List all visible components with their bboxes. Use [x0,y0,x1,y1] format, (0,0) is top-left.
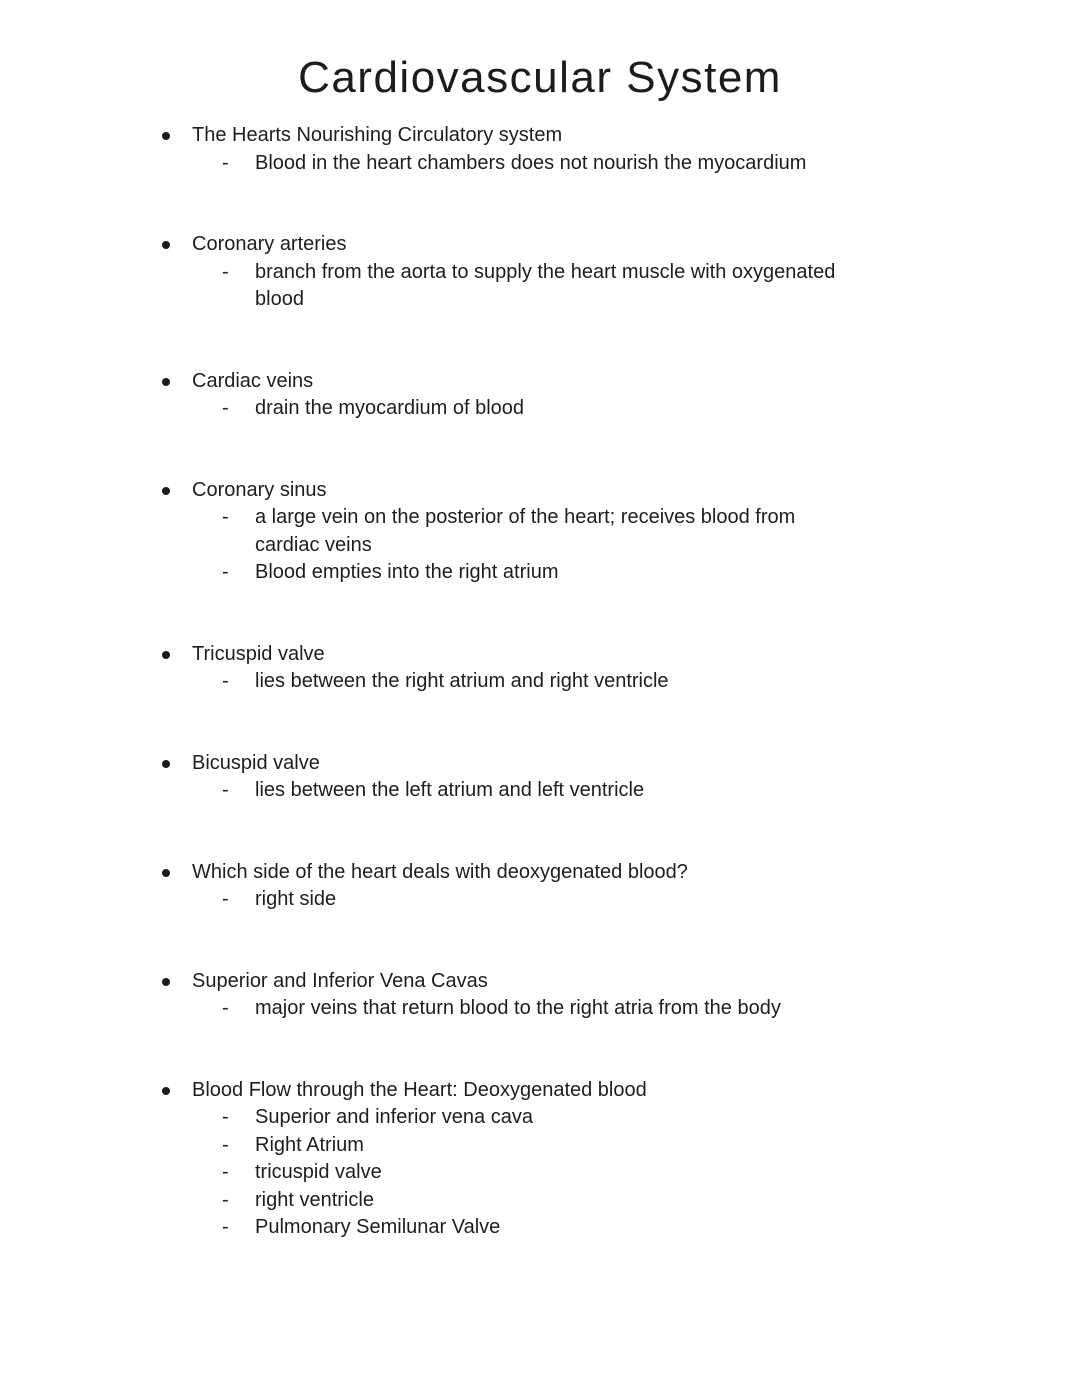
subitem-text: major veins that return blood to the right atria from the body [255,997,781,1020]
bullet-icon [162,487,170,495]
subitem-row [162,259,1080,314]
subitem-text: Pulmonary Semilunar Valve [255,1216,501,1239]
subitem-row [162,504,1080,559]
topic-heading-row [162,968,1080,996]
dash-icon: - [222,1133,229,1156]
dash-icon: - [222,779,229,802]
subitem-row [162,886,1080,914]
topic-heading: Bicuspid valve [192,751,320,774]
topic-section [162,641,1080,696]
subitem-text: Right Atrium [255,1133,364,1156]
dash-icon: - [222,260,229,283]
subitem-text: lies between the left atrium and left ventricle [255,779,645,802]
subitem-text: tricuspid valve [255,1161,382,1184]
topic-heading: Coronary sinus [192,478,327,501]
topic-heading-row [162,1077,1080,1105]
subitem-row [162,150,1080,178]
subitem-text: Superior and inferior vena cava [255,1106,533,1129]
topic-heading-row [162,859,1080,887]
dash-icon: - [222,670,229,693]
topic-section [162,859,1080,914]
subitem-text: drain the myocardium of blood [255,397,525,420]
subitem-text: Blood in the heart chambers does not nourish the myocardium [255,151,807,174]
subitem-text: lies between the right atrium and right ventricle [255,670,669,693]
topic-heading: Superior and Inferior Vena Cavas [192,969,488,992]
subitem-row [162,1132,1080,1160]
topic-heading-row [162,750,1080,778]
topic-heading-row [162,122,1080,150]
dash-icon: - [222,151,229,174]
subitem-row [162,1159,1080,1187]
subitem-row [162,1214,1080,1242]
subitem-row [162,1187,1080,1215]
bullet-icon [162,378,170,386]
bullet-icon [162,651,170,659]
dash-icon: - [222,506,229,529]
dash-icon: - [222,1161,229,1184]
subitem-row [162,395,1080,423]
topic-heading: The Hearts Nourishing Circulatory system [192,124,563,147]
topic-section [162,968,1080,1023]
dash-icon: - [222,1216,229,1239]
topic-heading-row [162,477,1080,505]
topic-section [162,231,1080,314]
topic-heading: Tricuspid valve [192,642,325,665]
topic-heading: Blood Flow through the Heart: Deoxygenated blood [192,1078,647,1101]
subitem-row [162,995,1080,1023]
subitem-row [162,668,1080,696]
dash-icon: - [222,1188,229,1211]
subitem-text: a large vein on the posterior of the heart; receives blood from cardiac veins [255,506,796,556]
subitem-row [162,1104,1080,1132]
bullet-icon [162,760,170,768]
subitem-text: branch from the aorta to supply the heart muscle with oxygenated blood [255,260,836,311]
topic-heading-row [162,641,1080,669]
subitem-text: Blood empties into the right atrium [255,561,559,584]
bullet-icon [162,1087,170,1095]
dash-icon: - [222,888,229,911]
bullet-icon [162,978,170,986]
topic-heading-row [162,368,1080,396]
dash-icon: - [222,997,229,1020]
topic-heading-row [162,231,1080,259]
bullet-icon [162,241,170,249]
subitem-row [162,777,1080,805]
topic-section [162,477,1080,587]
topic-section [162,750,1080,805]
topic-heading: Coronary arteries [192,233,347,256]
dash-icon: - [222,1106,229,1129]
subitem-text: right ventricle [255,1188,374,1211]
bullet-icon [162,869,170,877]
page-title: Cardiovascular System [298,53,782,102]
dash-icon: - [222,397,229,420]
topic-section [162,1077,1080,1242]
topic-section [162,368,1080,423]
topic-section [162,122,1080,177]
topic-heading: Cardiac veins [192,369,314,392]
bullet-icon [162,132,170,140]
subitem-row [162,559,1080,587]
dash-icon: - [222,561,229,584]
topic-heading: Which side of the heart deals with deoxygenated blood? [192,860,688,883]
subitem-text: right side [255,888,337,911]
